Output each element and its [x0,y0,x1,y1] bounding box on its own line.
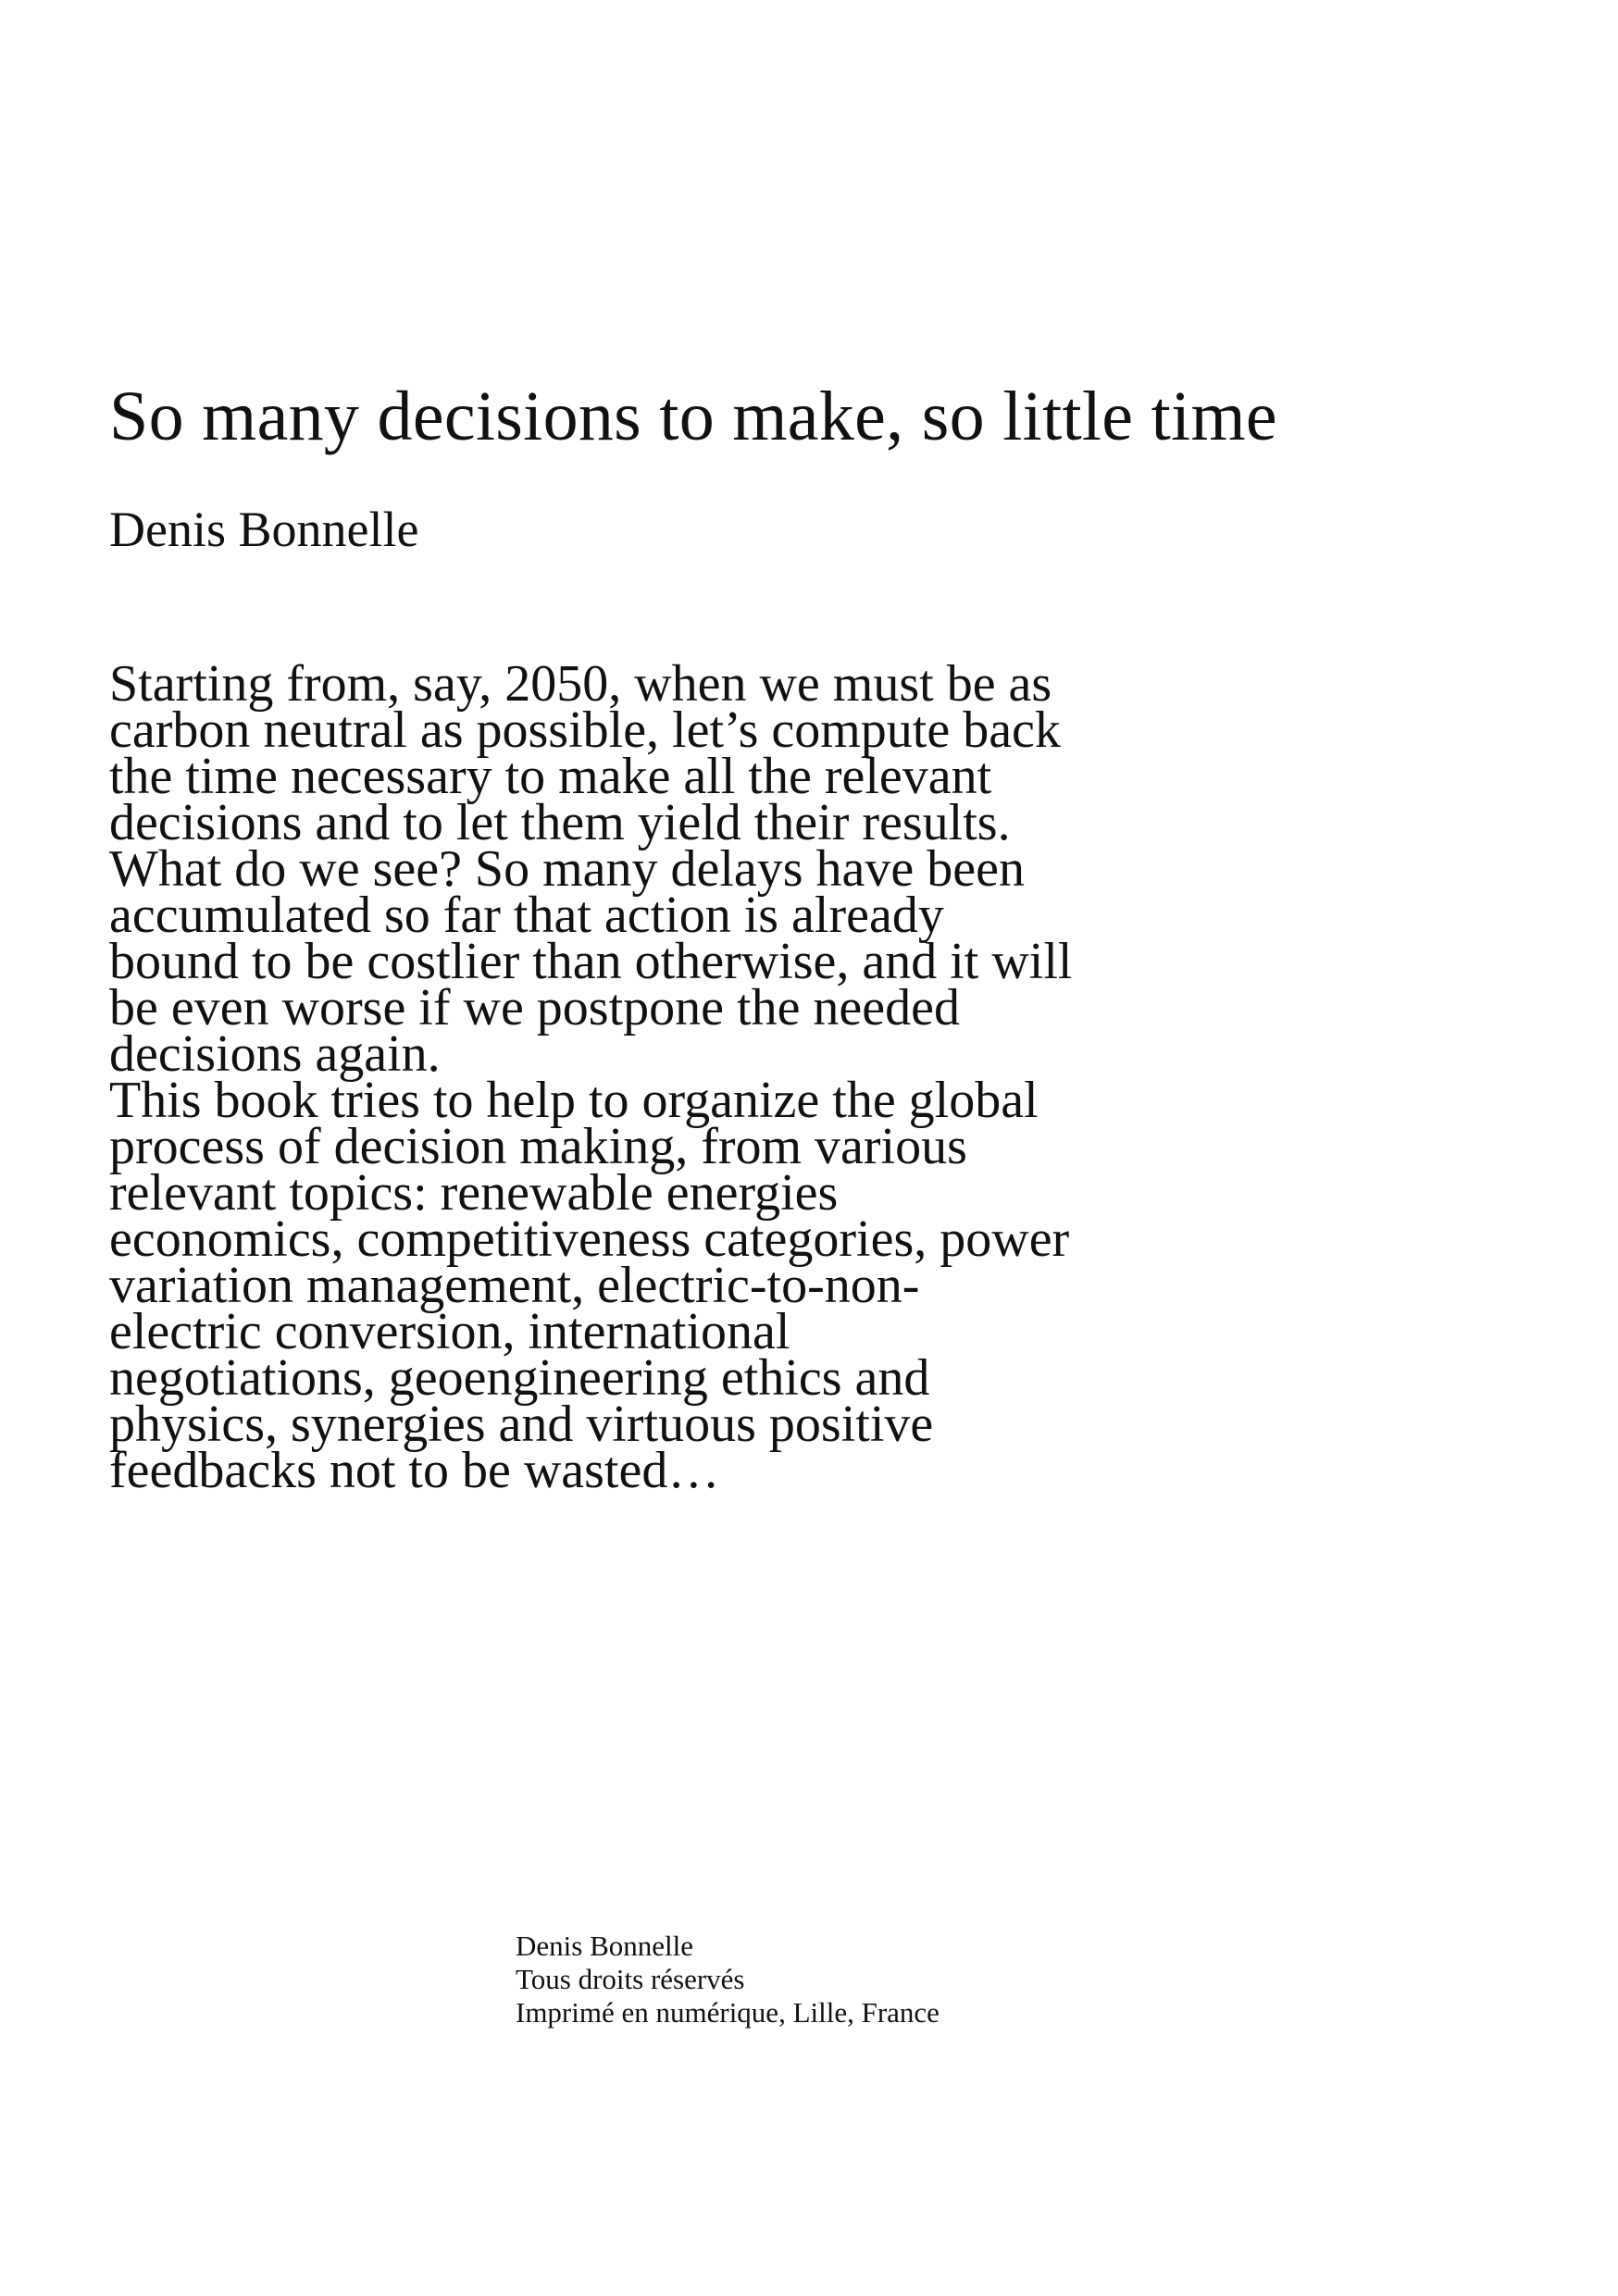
blurb-line: physics, synergies and virtuous positive [109,1396,934,1453]
blurb-line: decisions again. [109,1025,441,1083]
back-cover-blurb [109,655,1331,1499]
blurb-line: accumulated so far that action is already [109,887,944,944]
blurb-line: negotiations, geoengineering ethics and [109,1349,930,1407]
blurb-line: variation management, electric-to-non- [109,1257,920,1314]
blurb-line: decisions and to let them yield their results. [109,794,1011,851]
blurb-line: bound to be costlier than otherwise, and it will [109,933,1073,990]
imprint-name: Denis Bonnelle [516,1930,693,1962]
blurb-line: economics, competitiveness categories, power [109,1210,1070,1268]
imprint-printed: Imprimé en numérique, Lille, France [516,1996,940,2029]
blurb-line: process of decision making, from various [109,1118,967,1175]
blurb-line: This book tries to help to organize the global [109,1072,1039,1129]
blurb-line: carbon neutral as possible, let’s compute back [109,701,1061,759]
imprint-rights: Tous droits réservés [516,1963,745,1995]
blurb-line: What do we see? So many delays have been [109,840,1025,898]
blurb-line: Starting from, say, 2050, when we must be as [109,655,1052,713]
book-author: Denis Bonnelle [109,502,419,557]
blurb-line: electric conversion, international [109,1303,790,1360]
blurb-line: feedbacks not to be wasted… [109,1442,720,1499]
blurb-paragraph-2 [109,1072,1331,1499]
blurb-line: relevant topics: renewable energies [109,1164,839,1222]
blurb-line: the time necessary to make all the relevant [109,748,992,805]
imprint-block [516,1930,940,2029]
blurb-paragraph-1 [109,655,1331,1083]
book-title: So many decisions to make, so little time [109,378,1277,455]
blurb-line: be even worse if we postpone the needed [109,979,960,1036]
